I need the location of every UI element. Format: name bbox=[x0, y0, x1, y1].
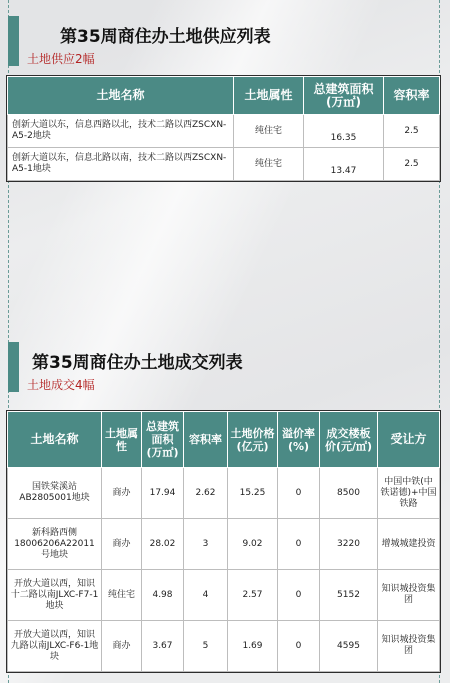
title-accent-bar bbox=[8, 342, 19, 374]
land-area: 16.35 bbox=[304, 115, 384, 148]
land-area: 4.98 bbox=[142, 570, 184, 621]
header-cell: 成交楼板价(元/㎡) bbox=[320, 412, 378, 468]
supply-section bbox=[8, 14, 440, 66]
land-premium: 0 bbox=[278, 621, 320, 672]
deals-subtitle: 土地成交4幅 bbox=[27, 378, 95, 392]
land-premium: 0 bbox=[278, 519, 320, 570]
table-row bbox=[8, 570, 440, 621]
header-cell: 土地价格(亿元) bbox=[228, 412, 278, 468]
land-far: 4 bbox=[184, 570, 228, 621]
land-price: 1.69 bbox=[228, 621, 278, 672]
deals-title-row bbox=[8, 340, 440, 374]
land-premium: 0 bbox=[278, 468, 320, 519]
header-cell: 总建筑面积(万㎡) bbox=[142, 412, 184, 468]
land-buyer: 知识城投资集团 bbox=[378, 621, 440, 672]
supply-table-wrapper bbox=[6, 75, 441, 182]
land-floor-price: 3220 bbox=[320, 519, 378, 570]
land-name: 开放大道以西，知识十二路以南JLXC-F7-1地块 bbox=[8, 570, 102, 621]
land-area: 28.02 bbox=[142, 519, 184, 570]
header-cell: 土地属性 bbox=[234, 77, 304, 115]
land-floor-price: 5152 bbox=[320, 570, 378, 621]
land-far: 2.62 bbox=[184, 468, 228, 519]
land-area: 13.47 bbox=[304, 148, 384, 181]
header-cell: 总建筑面积(万㎡) bbox=[304, 77, 384, 115]
supply-table bbox=[7, 76, 440, 181]
land-name: 国铁棠溪站AB2805001地块 bbox=[8, 468, 102, 519]
header-cell: 溢价率(%) bbox=[278, 412, 320, 468]
land-price: 9.02 bbox=[228, 519, 278, 570]
header-cell: 土地名称 bbox=[8, 412, 102, 468]
deals-header-row bbox=[8, 412, 440, 468]
table-row bbox=[8, 519, 440, 570]
header-cell: 受让方 bbox=[378, 412, 440, 468]
deals-title: 第35周商住办土地成交列表 bbox=[32, 353, 243, 373]
header-cell: 容积率 bbox=[184, 412, 228, 468]
subtitle-accent-bar bbox=[8, 48, 19, 66]
land-floor-price: 4595 bbox=[320, 621, 378, 672]
land-type: 纯住宅 bbox=[234, 115, 304, 148]
supply-header-row bbox=[8, 77, 440, 115]
deals-table-wrapper bbox=[6, 410, 441, 673]
supply-subtitle-row bbox=[8, 48, 440, 66]
table-row bbox=[8, 621, 440, 672]
supply-subtitle: 土地供应2幅 bbox=[27, 52, 95, 66]
land-type: 纯住宅 bbox=[102, 570, 142, 621]
land-name: 创新大道以东，信息西路以北，技术二路以西ZSCXN-A5-2地块 bbox=[8, 115, 234, 148]
header-cell: 土地属性 bbox=[102, 412, 142, 468]
land-far: 5 bbox=[184, 621, 228, 672]
subtitle-accent-bar bbox=[8, 374, 19, 392]
land-name: 开放大道以西，知识九路以南JLXC-F6-1地块 bbox=[8, 621, 102, 672]
table-row bbox=[8, 468, 440, 519]
land-far: 2.5 bbox=[384, 115, 440, 148]
header-cell: 容积率 bbox=[384, 77, 440, 115]
land-name: 创新大道以东，信息北路以南，技术二路以西ZSCXN-A5-1地块 bbox=[8, 148, 234, 181]
land-far: 2.5 bbox=[384, 148, 440, 181]
land-type: 纯住宅 bbox=[234, 148, 304, 181]
land-type: 商办 bbox=[102, 519, 142, 570]
deals-subtitle-row bbox=[8, 374, 440, 392]
land-price: 2.57 bbox=[228, 570, 278, 621]
title-accent-bar bbox=[8, 16, 19, 48]
table-row bbox=[8, 148, 440, 181]
land-area: 17.94 bbox=[142, 468, 184, 519]
land-floor-price: 8500 bbox=[320, 468, 378, 519]
table-row bbox=[8, 115, 440, 148]
land-far: 3 bbox=[184, 519, 228, 570]
land-area: 3.67 bbox=[142, 621, 184, 672]
land-type: 商办 bbox=[102, 468, 142, 519]
supply-title-row bbox=[8, 14, 440, 48]
land-buyer: 增城城建投资 bbox=[378, 519, 440, 570]
land-name: 新科路西侧18006206A22011号地块 bbox=[8, 519, 102, 570]
land-type: 商办 bbox=[102, 621, 142, 672]
land-price: 15.25 bbox=[228, 468, 278, 519]
deals-section bbox=[8, 340, 440, 392]
land-premium: 0 bbox=[278, 570, 320, 621]
land-buyer: 中国中铁(中铁诺德)+中国铁路 bbox=[378, 468, 440, 519]
land-buyer: 知识城投资集团 bbox=[378, 570, 440, 621]
deals-table bbox=[7, 411, 440, 672]
header-cell: 土地名称 bbox=[8, 77, 234, 115]
supply-title: 第35周商住办土地供应列表 bbox=[60, 27, 271, 47]
